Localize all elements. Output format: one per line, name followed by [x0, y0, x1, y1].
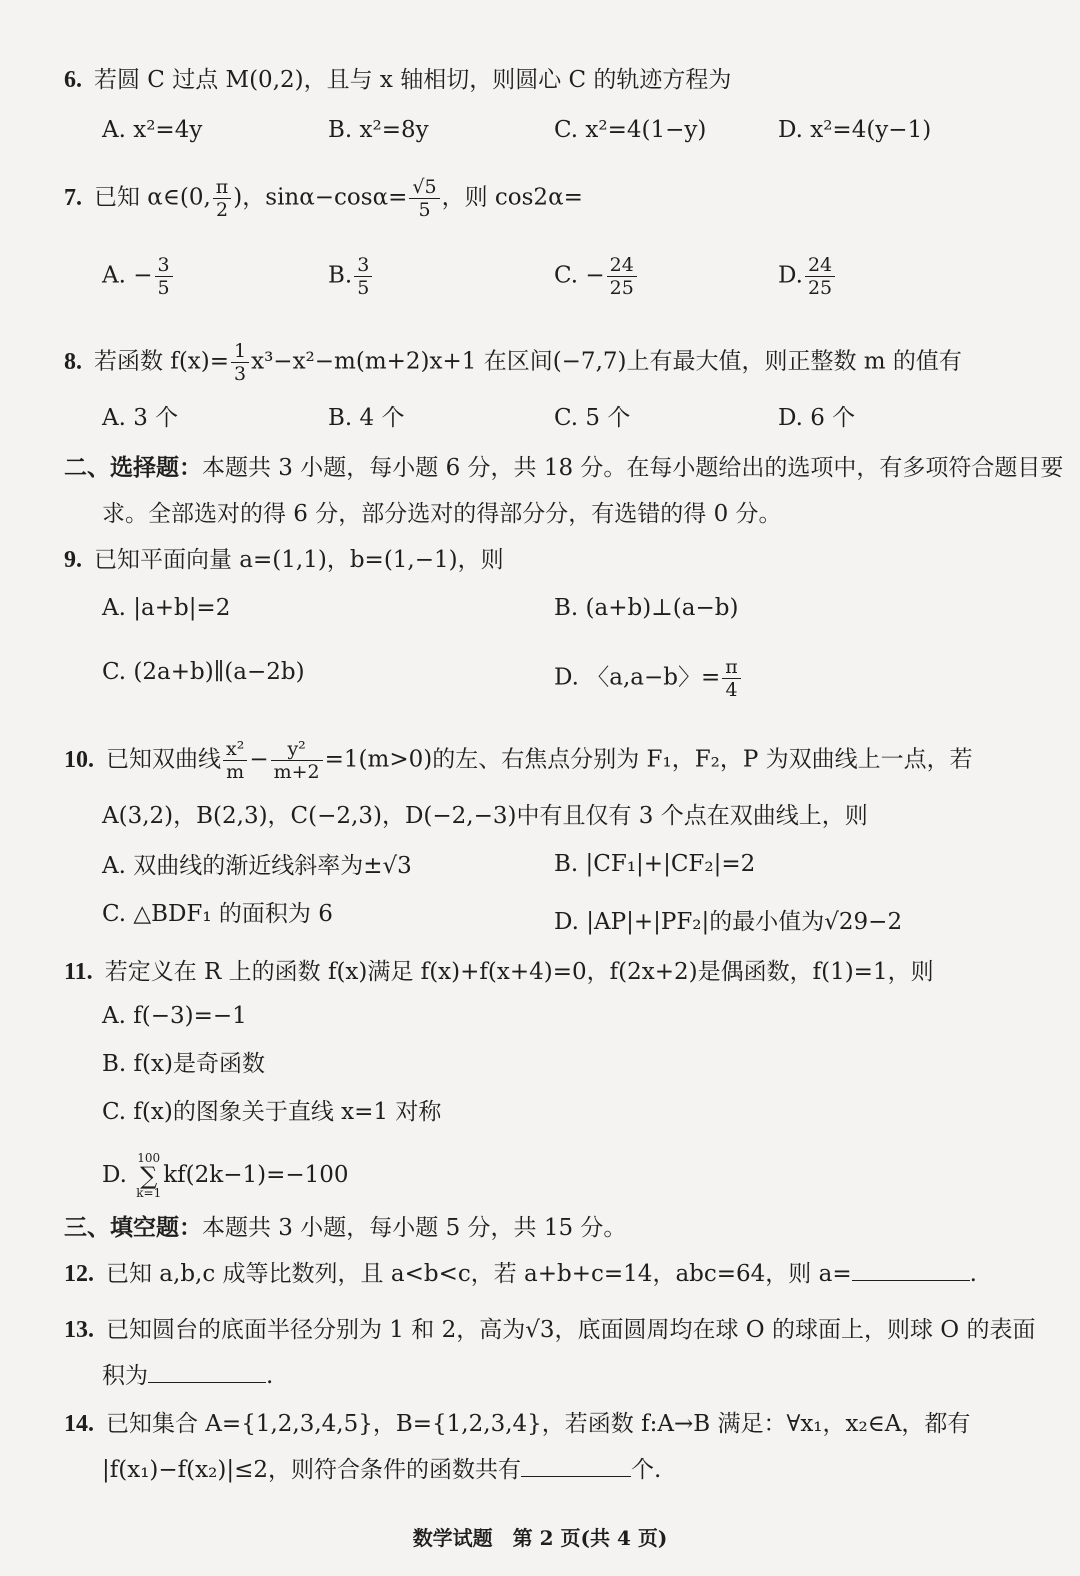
- question-9-stem: 9. 已知平面向量 a=(1,1)，b=(1,−1)，则: [64, 547, 504, 573]
- q8-option-c: C. 5 个: [554, 405, 631, 431]
- question-8-stem: 8. 若函数 f(x)= $\frac{1}{3}$ x³−x²−m(m+2)x+1 在区间(−7,7)上有最大值，则正整数 m 的值有: [64, 340, 962, 385]
- question-number: 6.: [64, 67, 82, 93]
- q9-option-d: D. 〈a,a−b〉= $\frac{\pi}{4}$: [554, 656, 743, 701]
- q11-option-b: B. f(x)是奇函数: [102, 1051, 265, 1077]
- fraction: $\frac{√5}{5}$: [409, 176, 439, 221]
- q9-option-b: B. (a+b)⊥(a−b): [554, 595, 739, 621]
- q7-option-d: D. $\frac{24}{25}$: [778, 254, 837, 299]
- answer-blank[interactable]: [852, 1260, 970, 1281]
- section-2-text: 求。全部选对的得 6 分，部分选对的得部分分，有选错的得 0 分。: [102, 501, 782, 527]
- question-12-stem: 12. 已知 a,b,c 成等比数列，且 a<b<c，若 a+b+c=14，abc=64，则 a= .: [64, 1261, 977, 1287]
- question-7-stem: 7. 已知 α∈(0, $\frac{\pi}{2}$ )，sinα−cosα= $\frac{√5}{5}$ ，则 cos2α=: [64, 176, 583, 221]
- q8-option-a: A. 3 个: [102, 405, 179, 431]
- q9-option-a: A. |a+b|=2: [102, 595, 231, 621]
- answer-blank[interactable]: [521, 1456, 631, 1477]
- q8-option-d: D. 6 个: [778, 405, 856, 431]
- section-3-heading: 三、填空题：本题共 3 小题，每小题 5 分，共 15 分。: [64, 1214, 627, 1241]
- q7-option-a: A. − $\frac{3}{5}$: [102, 254, 175, 299]
- q6-option-c: C. x²=4(1−y): [554, 117, 707, 143]
- question-13-line2: 积为 .: [102, 1363, 274, 1389]
- q8-option-b: B. 4 个: [328, 405, 405, 431]
- q11-option-d: D. 100 ∑ k=1kf(2k−1)=−100: [102, 1151, 349, 1200]
- page-footer: 数学试题 第 2 页(共 4 页): [412, 1526, 668, 1550]
- fraction: $\frac{\pi}{2}$: [213, 176, 232, 221]
- q7-option-c: C. − $\frac{24}{25}$: [554, 254, 639, 299]
- question-10-stem: 10. 已知双曲线 $\frac{\text{x²}}{m}$ − $\frac{\text{y²}}{m+2}$ =1(m>0)的左、右焦点分别为 F₁，F₂，P 为双曲线上一点，若: [64, 738, 973, 783]
- section-2-heading: 二、选择题：本题共 3 小题，每小题 6 分，共 18 分。在每小题给出的选项中，有多项符合题目要: [64, 454, 1064, 481]
- q11-option-a: A. f(−3)=−1: [102, 1003, 247, 1029]
- q6-option-a: A. x²=4y: [102, 117, 203, 143]
- question-14-line2: |f(x₁)−f(x₂)|≤2，则符合条件的函数共有 个.: [102, 1457, 662, 1483]
- question-10-line2: A(3,2)，B(2,3)，C(−2,3)，D(−2,−3)中有且仅有 3 个点在双曲线上，则: [102, 803, 868, 829]
- question-6-stem: 6. 若圆 C 过点 M(0,2)，且与 x 轴相切，则圆心 C 的轨迹方程为: [64, 64, 731, 96]
- q9-option-c: C. (2a+b)∥(a−2b): [102, 659, 305, 685]
- q10-option-a: A. 双曲线的渐近线斜率为±√3: [102, 853, 412, 879]
- summation: 100 ∑ k=1: [136, 1151, 162, 1200]
- q10-option-c: C. △BDF₁ 的面积为 6: [102, 901, 333, 927]
- question-13-stem: 13. 已知圆台的底面半径分别为 1 和 2，高为√3，底面圆周均在球 O 的球面上，则球 O 的表面: [64, 1317, 1036, 1343]
- question-14-stem: 14. 已知集合 A={1,2,3,4,5}，B={1,2,3,4}，若函数 f:A→B 满足：∀x₁，x₂∈A，都有: [64, 1411, 971, 1437]
- q7-option-b: B. $\frac{3}{5}$: [328, 254, 374, 299]
- answer-blank[interactable]: [148, 1362, 266, 1383]
- question-11-stem: 11. 若定义在 R 上的函数 f(x)满足 f(x)+f(x+4)=0，f(2x+2)是偶函数，f(1)=1，则: [64, 959, 934, 985]
- q6-option-b: B. x²=8y: [328, 117, 429, 143]
- q11-option-c: C. f(x)的图象关于直线 x=1 对称: [102, 1099, 442, 1125]
- q10-option-b: B. |CF₁|+|CF₂|=2: [554, 851, 756, 877]
- q6-option-d: D. x²=4(y−1): [778, 117, 932, 143]
- q10-option-d: D. |AP|+|PF₂|的最小值为√29−2: [554, 909, 903, 935]
